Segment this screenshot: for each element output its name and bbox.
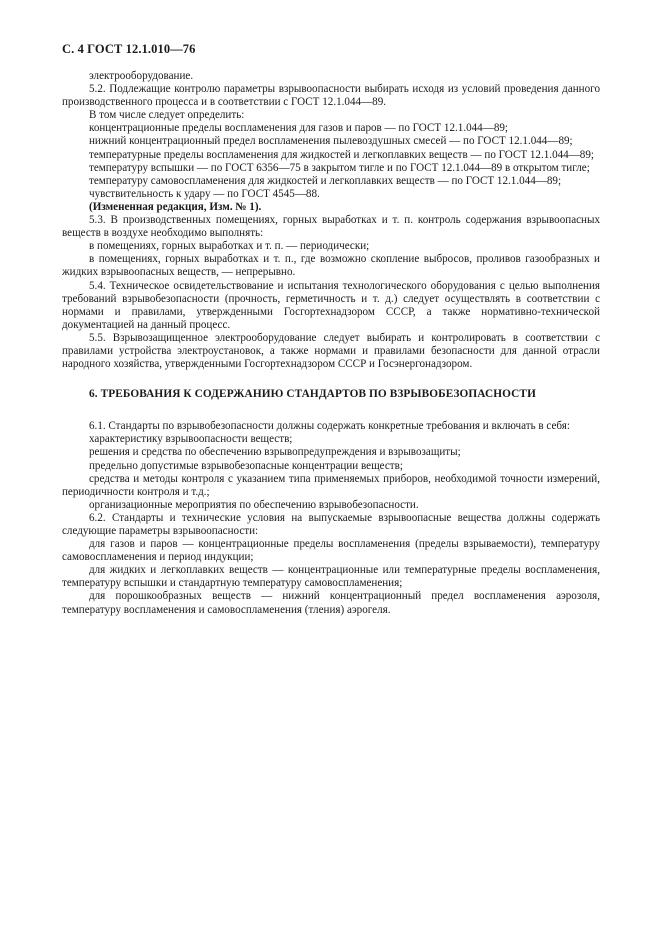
paragraph: температуру самовоспламенения для жидкостей и легкоплавких веществ — по ГОСТ 12.1.044—89; bbox=[89, 174, 562, 187]
paragraph: 5.5. Взрывозащищенное электрооборудование следует выбирать и контролировать в соответствии с правилами устройства электроустановок, а также нормами и правилами безопасности для данной отрасли народного хозяйства, утвержденными Госгортехнадзором СССР и Госэнергонадзором. bbox=[62, 331, 600, 371]
paragraph: нижний концентрационный предел воспламенения пылевоздушных смесей — по ГОСТ 12.1.044—89; bbox=[89, 135, 573, 148]
paragraph: для жидких и легкоплавких веществ — концентрационные или температурные пределы воспламенения, температуру вспышки и стандартную температуру самовоспламенения; bbox=[62, 564, 600, 590]
section-title: 6. ТРЕБОВАНИЯ К СОДЕРЖАНИЮ СТАНДАРТОВ ПО ВЗРЫВОБЕЗОПАСНОСТИ bbox=[89, 388, 536, 401]
paragraph: 5.2. Подлежащие контролю параметры взрывоопасности выбирать исходя из условий проведения данного производственного процесса и в соответствии с ГОСТ 12.1.044—89. bbox=[62, 83, 600, 109]
paragraph: организационные мероприятия по обеспечению взрывобезопасности. bbox=[89, 498, 419, 511]
paragraph: 6.2. Стандарты и технические условия на выпускаемые взрывоопасные вещества должны содержать следующие параметры взрывоопасности: bbox=[62, 511, 600, 537]
paragraph: решения и средства по обеспечению взрывопредупреждения и взрывозащиты; bbox=[89, 446, 461, 459]
paragraph: 6.1. Стандарты по взрывобезопасности должны содержать конкретные требования и включать в себя: bbox=[89, 420, 570, 433]
paragraph: концентрационные пределы воспламенения для газов и паров — по ГОСТ 12.1.044—89; bbox=[89, 122, 508, 135]
paragraph: в помещениях, горных выработках и т. п. — периодически; bbox=[89, 240, 370, 253]
paragraph: электрооборудование. bbox=[89, 70, 194, 82]
paragraph: В том числе следует определить: bbox=[89, 109, 245, 122]
paragraph: характеристику взрывоопасности веществ; bbox=[89, 433, 293, 446]
document-body bbox=[62, 70, 600, 617]
paragraph: в помещениях, горных выработках и т. п., где возможно скопление выбросов, проливов газообразных и жидких взрывоопасных веществ, — непрерывно. bbox=[62, 253, 600, 279]
paragraph: (Измененная редакция, Изм. № 1). bbox=[89, 200, 262, 213]
section-6 bbox=[62, 420, 600, 616]
paragraph: для порошкообразных веществ — нижний концентрационный предел воспламенения аэрозоля, температуру воспламенения и самовоспламенения (тления) аэрогеля. bbox=[62, 590, 600, 616]
section-5-continuation bbox=[62, 70, 600, 371]
paragraph: для газов и паров — концентрационные пределы воспламенения (пределы взрываемости), температуру самовоспламенения и период индукции; bbox=[62, 538, 600, 564]
paragraph: чувствительность к удару — по ГОСТ 4545—88. bbox=[89, 187, 320, 200]
paragraph: температуру вспышки — по ГОСТ 6356—75 в закрытом тигле и по ГОСТ 12.1.044—89 в открытом тигле; bbox=[89, 161, 590, 174]
paragraph: 5.3. В производственных помещениях, горных выработках и т. п. контроль содержания взрывоопасных веществ в воздухе необходимо выполнять: bbox=[62, 214, 600, 240]
paragraph: температурные пределы воспламенения для жидкостей и легкоплавких веществ — по ГОСТ 12.1.044—89; bbox=[89, 148, 594, 161]
page-header: С. 4 ГОСТ 12.1.010—76 bbox=[62, 42, 196, 56]
paragraph: предельно допустимые взрывобезопасные концентрации веществ; bbox=[89, 459, 403, 472]
paragraph: 5.4. Техническое освидетельствование и испытания технологического оборудования с целью выполнения требований взрывобезопасности (прочность, герметичность и т. д.) следует осуществлять в соответствии с нормами и правилами, утвержденными Госгортехнадзором СССР, а также нормативно-технической документацией на данный процесс. bbox=[62, 279, 600, 331]
paragraph: средства и методы контроля с указанием типа применяемых приборов, необходимой точности измерений, периодичности контроля и т.д.; bbox=[62, 472, 600, 498]
